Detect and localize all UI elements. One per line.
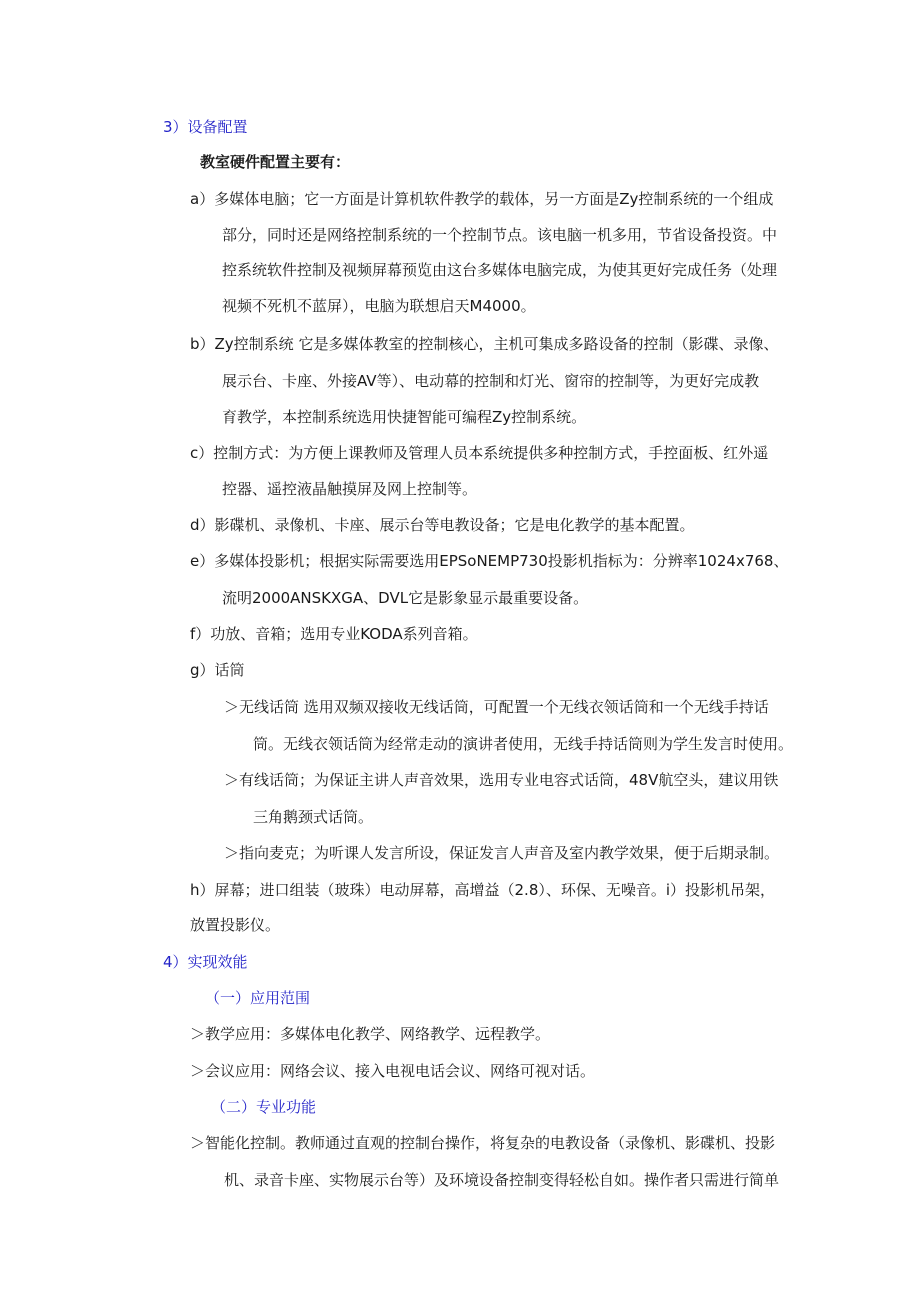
item-a-line-4: 视频不死机不蓝屏），电脑为联想启天M4000。: [222, 297, 536, 315]
item-b-line-2: 展示台、卡座、外接AV等）、电动幕的控制和灯光、窗帘的控制等，为更好完成教: [222, 372, 760, 390]
meeting-application: ＞会议应用：网络会议、接入电视电话会议、网络可视对话。: [190, 1062, 596, 1080]
item-g: g）话筒: [190, 661, 245, 679]
item-a-line-3: 控系统软件控制及视频屏幕预览由这台多媒体电脑完成，为使其更好完成任务（处理: [222, 261, 778, 279]
item-c-line-2: 控器、遥控液晶触摸屏及网上控制等。: [222, 480, 478, 498]
subheading-application-scope: （一）应用范围: [205, 989, 311, 1007]
item-h-line-1: h）屏幕；进口组装（玻珠）电动屏幕，高增益（2.8）、环保、无噪音。i）投影机吊架，: [190, 881, 776, 899]
teaching-application: ＞教学应用：多媒体电化教学、网络教学、远程教学。: [190, 1025, 551, 1043]
directional-mic: ＞指向麦克；为听课人发言所设，保证发言人声音及室内教学效果，便于后期录制。: [224, 844, 780, 862]
item-e-line-2: 流明2000ANSKXGA、DVL它是影象显示最重要设备。: [222, 589, 589, 607]
item-a-line-1: a）多媒体电脑；它一方面是计算机软件教学的载体，另一方面是Zy控制系统的一个组成: [190, 190, 774, 208]
wireless-mic-line-2: 筒。无线衣领话筒为经常走动的演讲者使用，无线手持话筒则为学生发言时使用。: [253, 735, 794, 753]
section-heading-equipment: 3）设备配置: [163, 118, 248, 136]
item-h-line-2: 放置投影仪。: [190, 916, 281, 934]
item-b-line-3: 育教学，本控制系统选用快捷智能可编程Zy控制系统。: [222, 408, 587, 426]
item-b-line-1: b）Zy控制系统 它是多媒体教室的控制核心，主机可集成多路设备的控制（影碟、录像、: [190, 335, 779, 353]
wired-mic-line-1: ＞有线话筒；为保证主讲人声音效果，选用专业电容式话筒，48V航空头，建议用铁: [224, 771, 779, 789]
section-heading-effects: 4）实现效能: [163, 953, 248, 971]
item-d: d）影碟机、录像机、卡座、展示台等电教设备；它是电化教学的基本配置。: [190, 516, 695, 534]
wired-mic-line-2: 三角鹅颈式话筒。: [253, 808, 374, 826]
item-c-line-1: c）控制方式：为方便上课教师及管理人员本系统提供多种控制方式，手控面板、红外遥: [190, 444, 769, 462]
subheading-hardware: 教室硬件配置主要有：: [200, 153, 351, 171]
wireless-mic-line-1: ＞无线话筒 选用双频双接收无线话筒，可配置一个无线衣领话筒和一个无线手持话: [224, 698, 769, 716]
smart-control-line-1: ＞智能化控制。教师通过直观的控制台操作，将复杂的电教设备（录像机、影碟机、投影: [190, 1134, 776, 1152]
item-a-line-2: 部分，同时还是网络控制系统的一个控制节点。该电脑一机多用，节省设备投资。中: [222, 226, 778, 244]
item-e-line-1: e）多媒体投影机；根据实际需要选用EPSoNEMP730投影机指标为：分辨率1024x768、: [190, 552, 789, 570]
subheading-professional-functions: （二）专业功能: [211, 1098, 317, 1116]
item-f: f）功放、音箱；选用专业KODA系列音箱。: [190, 625, 478, 643]
smart-control-line-2: 机、录音卡座、实物展示台等）及环境设备控制变得轻松自如。操作者只需进行简单: [224, 1171, 780, 1189]
